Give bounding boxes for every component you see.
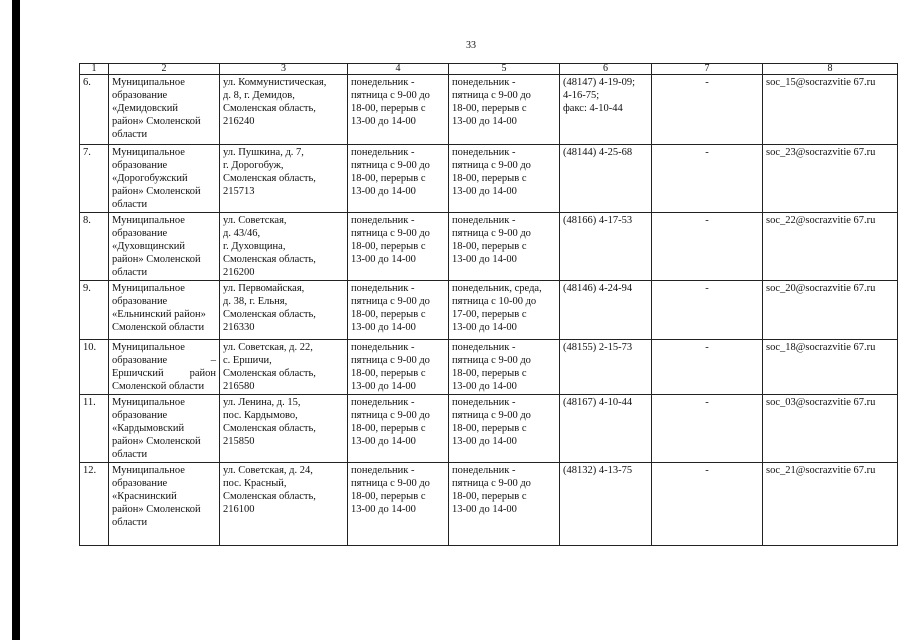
text-line: образование	[112, 410, 168, 421]
phone	[560, 463, 652, 546]
text-line: 18-00, перерыв с	[351, 423, 426, 434]
text-line: пятница с 9-00 до	[351, 355, 430, 366]
text-line: 18-00, перерыв с	[452, 173, 527, 184]
table-row	[80, 463, 898, 546]
text-line: Смоленская область,	[223, 173, 316, 184]
text-line: понедельник -	[452, 215, 516, 226]
text-line: 13-00 до 14-00	[351, 116, 416, 127]
text-line: понедельник -	[351, 465, 415, 476]
text-line: понедельник -	[351, 215, 415, 226]
text-line: 13-00 до 14-00	[452, 504, 517, 515]
text-line: Смоленская область,	[223, 423, 316, 434]
text-line: 13-00 до 14-00	[351, 254, 416, 265]
organization-name	[109, 75, 220, 145]
reception-hours	[449, 463, 560, 546]
table-row	[80, 75, 898, 145]
text-line: 18-00, перерыв с	[351, 309, 426, 320]
text-line: 18-00, перерыв с	[351, 173, 426, 184]
organizations-table	[79, 63, 898, 546]
phone	[560, 395, 652, 463]
table-row	[80, 213, 898, 281]
email: soc_18@socrazvitie 67.ru	[763, 340, 898, 395]
working-hours	[348, 213, 449, 281]
text-line: г. Духовщина,	[223, 241, 286, 252]
header-row	[80, 64, 898, 75]
text-line: «Кардымовский	[112, 423, 185, 434]
text-line: 13-00 до 14-00	[351, 381, 416, 392]
text-line: пятница с 9-00 до	[351, 228, 430, 239]
website: -	[652, 395, 763, 463]
text-line: образование	[112, 296, 168, 307]
text-line: 13-00 до 14-00	[351, 186, 416, 197]
text-line: понедельник -	[351, 283, 415, 294]
working-hours	[348, 75, 449, 145]
text-line: «Ельнинский район»	[112, 309, 206, 320]
table-row	[80, 145, 898, 213]
text-line: 216200	[223, 267, 255, 278]
text-line: пятница с 9-00 до	[351, 296, 430, 307]
text-line: пятница с 9-00 до	[452, 410, 531, 421]
text-line: понедельник -	[351, 77, 415, 88]
text-line: «Демидовский	[112, 103, 178, 114]
address	[220, 340, 348, 395]
text-line: пятница с 9-00 до	[452, 90, 531, 101]
organization-name	[109, 463, 220, 546]
text-line: понедельник -	[351, 342, 415, 353]
text-line: район» Смоленской	[112, 254, 201, 265]
text-line: пятница с 9-00 до	[452, 355, 531, 366]
text-line: 13-00 до 14-00	[452, 381, 517, 392]
text-line: пятница с 10-00 до	[452, 296, 537, 307]
text-line: 4-16-75;	[563, 90, 600, 101]
text-line: пос. Красный,	[223, 478, 287, 489]
text-line: области	[112, 129, 148, 140]
text-line: район» Смоленской	[112, 186, 201, 197]
text-line: Муниципальное	[112, 215, 185, 226]
text-line: Смоленская область,	[223, 254, 316, 265]
website: -	[652, 213, 763, 281]
text-word: район	[189, 368, 216, 379]
text-line: (48132) 4-13-75	[563, 465, 633, 476]
text-line	[112, 341, 216, 354]
text-line: ул. Советская,	[223, 215, 287, 226]
text-line: 13-00 до 14-00	[452, 436, 517, 447]
text-line: 18-00, перерыв с	[351, 103, 426, 114]
text-line: Муниципальное	[112, 397, 185, 408]
text-line: 13-00 до 14-00	[351, 504, 416, 515]
column-header: 1	[80, 64, 109, 75]
text-line: (48146) 4-24-94	[563, 283, 633, 294]
table-row	[80, 395, 898, 463]
row-number: 12.	[80, 463, 109, 546]
website: -	[652, 463, 763, 546]
text-line: Муниципальное	[112, 465, 185, 476]
email: soc_21@socrazvitie 67.ru	[763, 463, 898, 546]
text-line: пятница с 9-00 до	[452, 478, 531, 489]
text-line: пос. Кардымово,	[223, 410, 298, 421]
website: -	[652, 281, 763, 340]
text-line: (48155) 2-15-73	[563, 342, 633, 353]
table-row	[80, 281, 898, 340]
text-line: Смоленская область,	[223, 491, 316, 502]
text-line: 216330	[223, 322, 255, 333]
address	[220, 395, 348, 463]
text-line: ул. Ленина, д. 15,	[223, 397, 301, 408]
column-header: 4	[348, 64, 449, 75]
address	[220, 281, 348, 340]
text-line: 215850	[223, 436, 255, 447]
organization-name	[109, 281, 220, 340]
text-line: Смоленская область,	[223, 368, 316, 379]
text-line: понедельник -	[351, 147, 415, 158]
row-number: 10.	[80, 340, 109, 395]
text-line: 215713	[223, 186, 255, 197]
text-line: район» Смоленской	[112, 116, 201, 127]
text-line: с. Ершичи,	[223, 355, 272, 366]
column-header: 8	[763, 64, 898, 75]
text-line: д. 8, г. Демидов,	[223, 90, 295, 101]
text-line: 13-00 до 14-00	[452, 322, 517, 333]
text-line: ул. Советская, д. 22,	[223, 342, 313, 353]
text-line: 13-00 до 14-00	[351, 322, 416, 333]
text-line: 18-00, перерыв с	[351, 368, 426, 379]
text-line: пятница с 9-00 до	[351, 90, 430, 101]
working-hours	[348, 395, 449, 463]
email: soc_23@socrazvitie 67.ru	[763, 145, 898, 213]
text-line: д. 43/46,	[223, 228, 261, 239]
text-line: (48147) 4-19-09;	[563, 77, 636, 88]
email: soc_03@socrazvitie 67.ru	[763, 395, 898, 463]
phone	[560, 75, 652, 145]
text-line: ул. Первомайская,	[223, 283, 305, 294]
text-line: понедельник -	[452, 342, 516, 353]
text-line: 18-00, перерыв с	[452, 103, 527, 114]
email: soc_15@socrazvitie 67.ru	[763, 75, 898, 145]
phone	[560, 145, 652, 213]
address	[220, 145, 348, 213]
address	[220, 75, 348, 145]
address	[220, 463, 348, 546]
text-line: 13-00 до 14-00	[452, 254, 517, 265]
text-line: понедельник -	[452, 147, 516, 158]
text-line	[112, 367, 216, 380]
text-line: район» Смоленской	[112, 504, 201, 515]
text-line: Муниципальное	[112, 147, 185, 158]
working-hours	[348, 463, 449, 546]
phone	[560, 340, 652, 395]
text-line: образование	[112, 478, 168, 489]
text-word: Смоленской области	[112, 381, 205, 392]
page-number: 33	[466, 40, 476, 51]
reception-hours	[449, 340, 560, 395]
organization-name	[109, 145, 220, 213]
text-line: 13-00 до 14-00	[452, 186, 517, 197]
text-line: пятница с 9-00 до	[351, 160, 430, 171]
working-hours	[348, 281, 449, 340]
text-line: 13-00 до 14-00	[452, 116, 517, 127]
column-header: 7	[652, 64, 763, 75]
text-line: пятница с 9-00 до	[351, 410, 430, 421]
text-line: 216240	[223, 116, 255, 127]
column-header: 3	[220, 64, 348, 75]
text-line: район» Смоленской	[112, 436, 201, 447]
text-line: д. 38, г. Ельня,	[223, 296, 288, 307]
text-line: ул. Пушкина, д. 7,	[223, 147, 304, 158]
text-line: Смоленской области	[112, 322, 205, 333]
working-hours	[348, 340, 449, 395]
email: soc_20@socrazvitie 67.ru	[763, 281, 898, 340]
row-number: 9.	[80, 281, 109, 340]
reception-hours	[449, 281, 560, 340]
text-line: 17-00, перерыв с	[452, 309, 527, 320]
text-line: ул. Коммунистическая,	[223, 77, 327, 88]
text-line: пятница с 9-00 до	[452, 160, 531, 171]
text-line: понедельник, среда,	[452, 283, 542, 294]
text-line: «Духовщинский	[112, 241, 186, 252]
organization-name	[109, 395, 220, 463]
text-line: 18-00, перерыв с	[452, 423, 527, 434]
text-word: –	[210, 355, 216, 366]
text-word: образование	[112, 355, 168, 366]
binding-strip	[12, 0, 20, 640]
text-line: 18-00, перерыв с	[452, 241, 527, 252]
reception-hours	[449, 395, 560, 463]
website: -	[652, 75, 763, 145]
text-line: г. Дорогобуж,	[223, 160, 284, 171]
website: -	[652, 340, 763, 395]
row-number: 11.	[80, 395, 109, 463]
organization-name	[109, 213, 220, 281]
text-line	[112, 354, 216, 367]
row-number: 8.	[80, 213, 109, 281]
text-line	[112, 380, 216, 393]
text-line: понедельник -	[452, 77, 516, 88]
text-line: «Краснинский	[112, 491, 177, 502]
working-hours	[348, 145, 449, 213]
text-line: 18-00, перерыв с	[351, 241, 426, 252]
website: -	[652, 145, 763, 213]
text-word: Муниципальное	[112, 342, 185, 353]
text-line: 13-00 до 14-00	[351, 436, 416, 447]
text-word: Ершичский	[112, 368, 164, 379]
text-line: 18-00, перерыв с	[452, 491, 527, 502]
row-number: 6.	[80, 75, 109, 145]
text-line: пятница с 9-00 до	[452, 228, 531, 239]
text-line: ул. Советская, д. 24,	[223, 465, 313, 476]
text-line: (48166) 4-17-53	[563, 215, 633, 226]
reception-hours	[449, 145, 560, 213]
text-line: Муниципальное	[112, 283, 185, 294]
text-line: 216100	[223, 504, 255, 515]
text-line: (48144) 4-25-68	[563, 147, 633, 158]
text-line: области	[112, 199, 148, 210]
text-line: Смоленская область,	[223, 309, 316, 320]
column-header: 2	[109, 64, 220, 75]
text-line: (48167) 4-10-44	[563, 397, 633, 408]
organization-name	[109, 340, 220, 395]
text-line: 216580	[223, 381, 255, 392]
text-line: понедельник -	[351, 397, 415, 408]
column-header: 6	[560, 64, 652, 75]
reception-hours	[449, 213, 560, 281]
text-line: области	[112, 517, 148, 528]
phone	[560, 281, 652, 340]
text-line: Смоленская область,	[223, 103, 316, 114]
row-number: 7.	[80, 145, 109, 213]
text-line: области	[112, 267, 148, 278]
text-line: области	[112, 449, 148, 460]
text-line: понедельник -	[452, 397, 516, 408]
text-line: пятница с 9-00 до	[351, 478, 430, 489]
address	[220, 213, 348, 281]
email: soc_22@socrazvitie 67.ru	[763, 213, 898, 281]
text-line: образование	[112, 90, 168, 101]
text-line: понедельник -	[452, 465, 516, 476]
text-line: Муниципальное	[112, 77, 185, 88]
column-header: 5	[449, 64, 560, 75]
text-line: образование	[112, 160, 168, 171]
text-line: «Дорогобужский	[112, 173, 188, 184]
phone	[560, 213, 652, 281]
text-line: 18-00, перерыв с	[452, 368, 527, 379]
reception-hours	[449, 75, 560, 145]
text-line: 18-00, перерыв с	[351, 491, 426, 502]
text-line: факс: 4-10-44	[563, 103, 623, 114]
table-row	[80, 340, 898, 395]
text-line: образование	[112, 228, 168, 239]
